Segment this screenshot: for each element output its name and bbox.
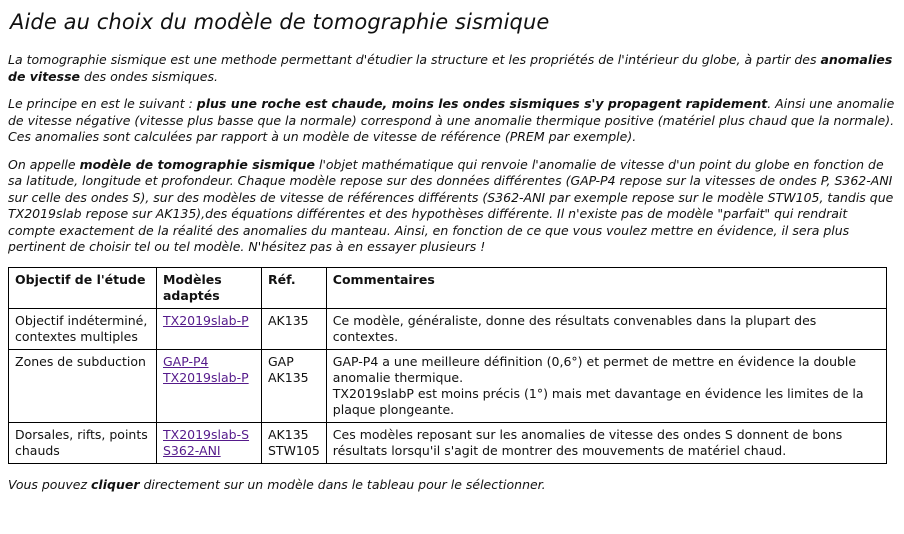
intro-2-text-b: . Ainsi une anomalie de vitesse négative (vitesse plus basse que la normale) correspond à une anomalie thermique positive (matériel plus chaud que la normale). Ces anomalies sont calculées par rapport à un modèle de vitesse de référence (PREM par exemple). [8, 96, 895, 144]
comment-text: Ces modèles reposant sur les anomalies de vitesse des ondes S donnent de bons résultats lorsqu'il s'agit de montrer des mouvements de matériel chaud. [332, 426, 843, 458]
header-comments: Commentaires [326, 267, 886, 308]
model-link-tx2019slab-s[interactable]: TX2019slab-S [163, 426, 250, 442]
table-row [9, 308, 887, 349]
footer-bold: cliquer [91, 476, 140, 492]
row-objective: Objectif indéterminé, contextes multiples [9, 308, 157, 349]
intro-paragraph-1 [8, 52, 896, 85]
footer-text-a: Vous pouvez [8, 476, 92, 492]
model-link-gap-p4[interactable]: GAP-P4 [163, 353, 209, 369]
header-models: Modèles adaptés [157, 267, 262, 308]
row-comments [326, 308, 886, 349]
intro-2-bold: plus une roche est chaude, moins les ondes sismiques s'y propagent rapidement [196, 96, 768, 111]
ref-value: STW105 [268, 442, 320, 458]
page-title: Aide au choix du modèle de tomographie sismique [10, 10, 550, 34]
row-refs [262, 308, 327, 349]
model-link-tx2019slab-p[interactable]: TX2019slab-P [163, 312, 249, 328]
row-models [157, 308, 262, 349]
intro-3-bold: modèle de tomographie sismique [79, 156, 315, 172]
intro-2-text-a: Le principe en est le suivant : [8, 96, 197, 111]
intro-3-text-a: On appelle [8, 156, 80, 172]
header-ref: Réf. [262, 267, 327, 308]
table-row [9, 349, 887, 422]
model-link-s362-ani[interactable]: S362-ANI [163, 442, 221, 458]
comment-text: GAP-P4 a une meilleure définition (0,6°) et permet de mettre en évidence la double anomalie thermique. [332, 353, 857, 385]
comment-text: TX2019slabP est moins précis (1°) mais met davantage en évidence les limites de la plaque plongeante. [332, 385, 864, 417]
row-comments [326, 422, 886, 463]
intro-3-text-b: l'objet mathématique qui renvoie l'anomalie de vitesse d'un point du globe en fonction de sa latitude, longitude et profondeur. Chaque modèle repose sur des données différentes (GAP-P4 repose sur la vitesses de ondes P, S362-ANI sur celle des ondes S), sur des modèles de vitesse de références différents (S362-ANI par exemple repose sur le modèle STW105, tandis que TX2019slab repose sur AK135),des équations différentes et des hypothèses différente. Il n'existe pas de modèle "parfait" qui rendrait compte exactement de la réalité des anomalies du manteau. Ainsi, en fonction de ce que vous voulez mettre en évidence, il sera plus pertinent de choisir tel ou tel modèle. N'hésitez pas à en essayer plusieurs ! [8, 156, 894, 254]
row-refs [262, 349, 327, 422]
intro-paragraph-2 [8, 96, 896, 146]
ref-value: AK135 [268, 426, 309, 442]
row-models [157, 349, 262, 422]
footer-text-b: directement sur un modèle dans le tableau pour le sélectionner. [139, 476, 546, 492]
ref-value: GAP [268, 353, 294, 369]
table-header-row [9, 267, 887, 308]
ref-value: AK135 [268, 369, 309, 385]
table-row [9, 422, 887, 463]
footer-note [8, 477, 896, 492]
comment-text: Ce modèle, généraliste, donne des résultats convenables dans la plupart des contextes. [332, 312, 817, 344]
row-objective: Zones de subduction [9, 349, 157, 422]
row-comments [326, 349, 886, 422]
row-refs [262, 422, 327, 463]
row-objective: Dorsales, rifts, points chauds [9, 422, 157, 463]
ref-value: AK135 [268, 312, 309, 328]
intro-1-bold: anomalies de vitesse [8, 52, 893, 84]
model-link-tx2019slab-p[interactable]: TX2019slab-P [163, 369, 249, 385]
intro-1-text-b: des ondes sismiques. [80, 68, 218, 84]
intro-paragraph-3 [8, 157, 896, 256]
header-objective: Objectif de l'étude [9, 267, 157, 308]
model-choice-table [8, 267, 887, 464]
intro-1-text-a: La tomographie sismique est une methode permettant d'étudier la structure et les propriétés de l'intérieur du globe, à partir des [8, 52, 821, 67]
row-models [157, 422, 262, 463]
